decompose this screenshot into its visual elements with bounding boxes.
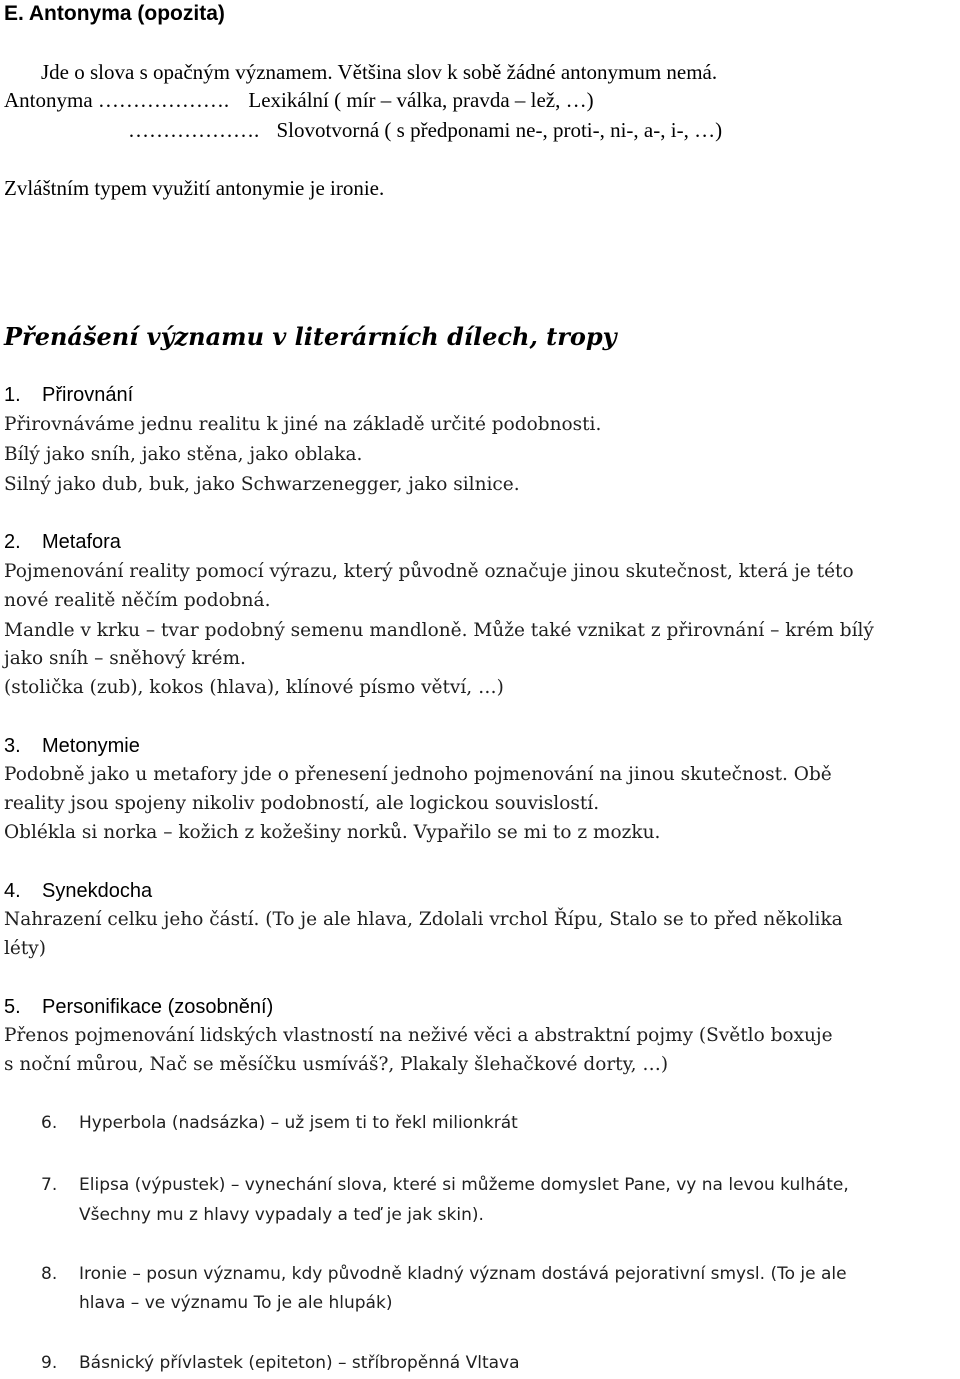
item-1-line: Přirovnáváme jednu realitu k jiné na základě určité podobnosti. <box>4 414 602 435</box>
item-3-title <box>4 735 140 758</box>
item-5-line: Přenos pojmenování lidských vlastností na neživé věci a abstraktní pojmy (Světlo boxuje <box>4 1025 833 1046</box>
item-5-title <box>4 996 273 1019</box>
item-2-line: Mandle v krku – tvar podobný semenu mandloně. Může také vznikat z přirovnání – krém bílý <box>4 620 874 641</box>
item-number: 9. <box>41 1353 58 1373</box>
item-title: Básnický přívlastek (epiteton) – stříbropěnná Vltava <box>79 1353 520 1373</box>
antonyma-derivational: Slovotvorná ( s předponami ne-, proti-, ni-, a-, i-, …) <box>276 118 723 142</box>
item-2-title <box>4 531 121 554</box>
item-number: 2. <box>4 531 21 553</box>
item-title: Hyperbola (nadsázka) – už jsem ti to řekl milionkrát <box>79 1113 518 1133</box>
item-4-title <box>4 880 152 903</box>
section-e-line-4: Zvláštním typem využití antonymie je ironie. <box>4 176 385 200</box>
item-number: 3. <box>4 735 21 757</box>
item-9 <box>41 1353 520 1373</box>
item-title: Přirovnání <box>42 384 134 406</box>
item-4-line: Nahrazení celku jeho částí. (To je ale hlava, Zdolali vrchol Řípu, Stalo se to před několika <box>4 909 843 930</box>
item-number: 7. <box>41 1175 58 1195</box>
item-title: Personifikace (zosobnění) <box>42 996 274 1018</box>
section-e-title: E. Antonyma (opozita) <box>4 2 225 25</box>
item-2-line: Pojmenování reality pomocí výrazu, který původně označuje jinou skutečnost, která je této <box>4 561 854 582</box>
tropy-heading: Přenášení významu v literárních dílech, tropy <box>4 322 617 351</box>
item-3-line: Podobně jako u metafory jde o přenesení jednoho pojmenování na jinou skutečnost. Obě <box>4 764 832 785</box>
item-number: 8. <box>41 1264 58 1284</box>
item-5-line: s noční můrou, Nač se měsíčku usmíváš?, Plakaly šlehačkové dorty, …) <box>4 1054 669 1075</box>
item-number: 4. <box>4 880 21 902</box>
item-2-line: nové realitě něčím podobná. <box>4 590 271 611</box>
item-number: 1. <box>4 384 21 406</box>
item-6 <box>41 1113 518 1133</box>
item-7 <box>41 1175 849 1195</box>
item-8-line: hlava – ve významu To je ale hlupák) <box>79 1293 393 1313</box>
item-1-title <box>4 384 133 407</box>
item-title: Synekdocha <box>42 880 153 902</box>
section-e-line-1: Jde o slova s opačným významem. Většina slov k sobě žádné antonymum nemá. <box>41 60 718 84</box>
section-e-line-3 <box>128 118 722 143</box>
item-number: 6. <box>41 1113 58 1133</box>
item-1-line: Bílý jako sníh, jako stěna, jako oblaka. <box>4 444 363 465</box>
antonyma-dots: ………………. <box>128 118 265 142</box>
antonyma-label: Antonyma ………………. <box>4 88 235 112</box>
item-1-line: Silný jako dub, buk, jako Schwarzenegger, jako silnice. <box>4 474 520 495</box>
item-8 <box>41 1264 847 1284</box>
item-title: Ironie – posun významu, kdy původně kladný význam dostává pejorativní smysl. (To je ale <box>79 1264 847 1284</box>
item-title: Metafora <box>42 531 121 553</box>
item-number: 5. <box>4 996 21 1018</box>
item-title: Elipsa (výpustek) – vynechání slova, které si můžeme domyslet Pane, vy na levou kulháte, <box>79 1175 849 1195</box>
item-3-line: reality jsou spojeny nikoliv podobností, ale logickou souvislostí. <box>4 793 600 814</box>
item-title: Metonymie <box>42 735 140 757</box>
item-3-line: Oblékla si norka – kožich z kožešiny norků. Vypařilo se mi to z mozku. <box>4 822 661 843</box>
item-2-line: (stolička (zub), kokos (hlava), klínové písmo větví, …) <box>4 677 504 698</box>
item-2-line: jako sníh – sněhový krém. <box>4 648 246 669</box>
item-7-line: Všechny mu z hlavy vypadaly a teď je jak skin). <box>79 1205 484 1225</box>
item-4-line: léty) <box>4 938 46 959</box>
section-e-line-2 <box>4 88 594 113</box>
antonyma-lexical: Lexikální ( mír – válka, pravda – lež, …) <box>248 88 594 112</box>
